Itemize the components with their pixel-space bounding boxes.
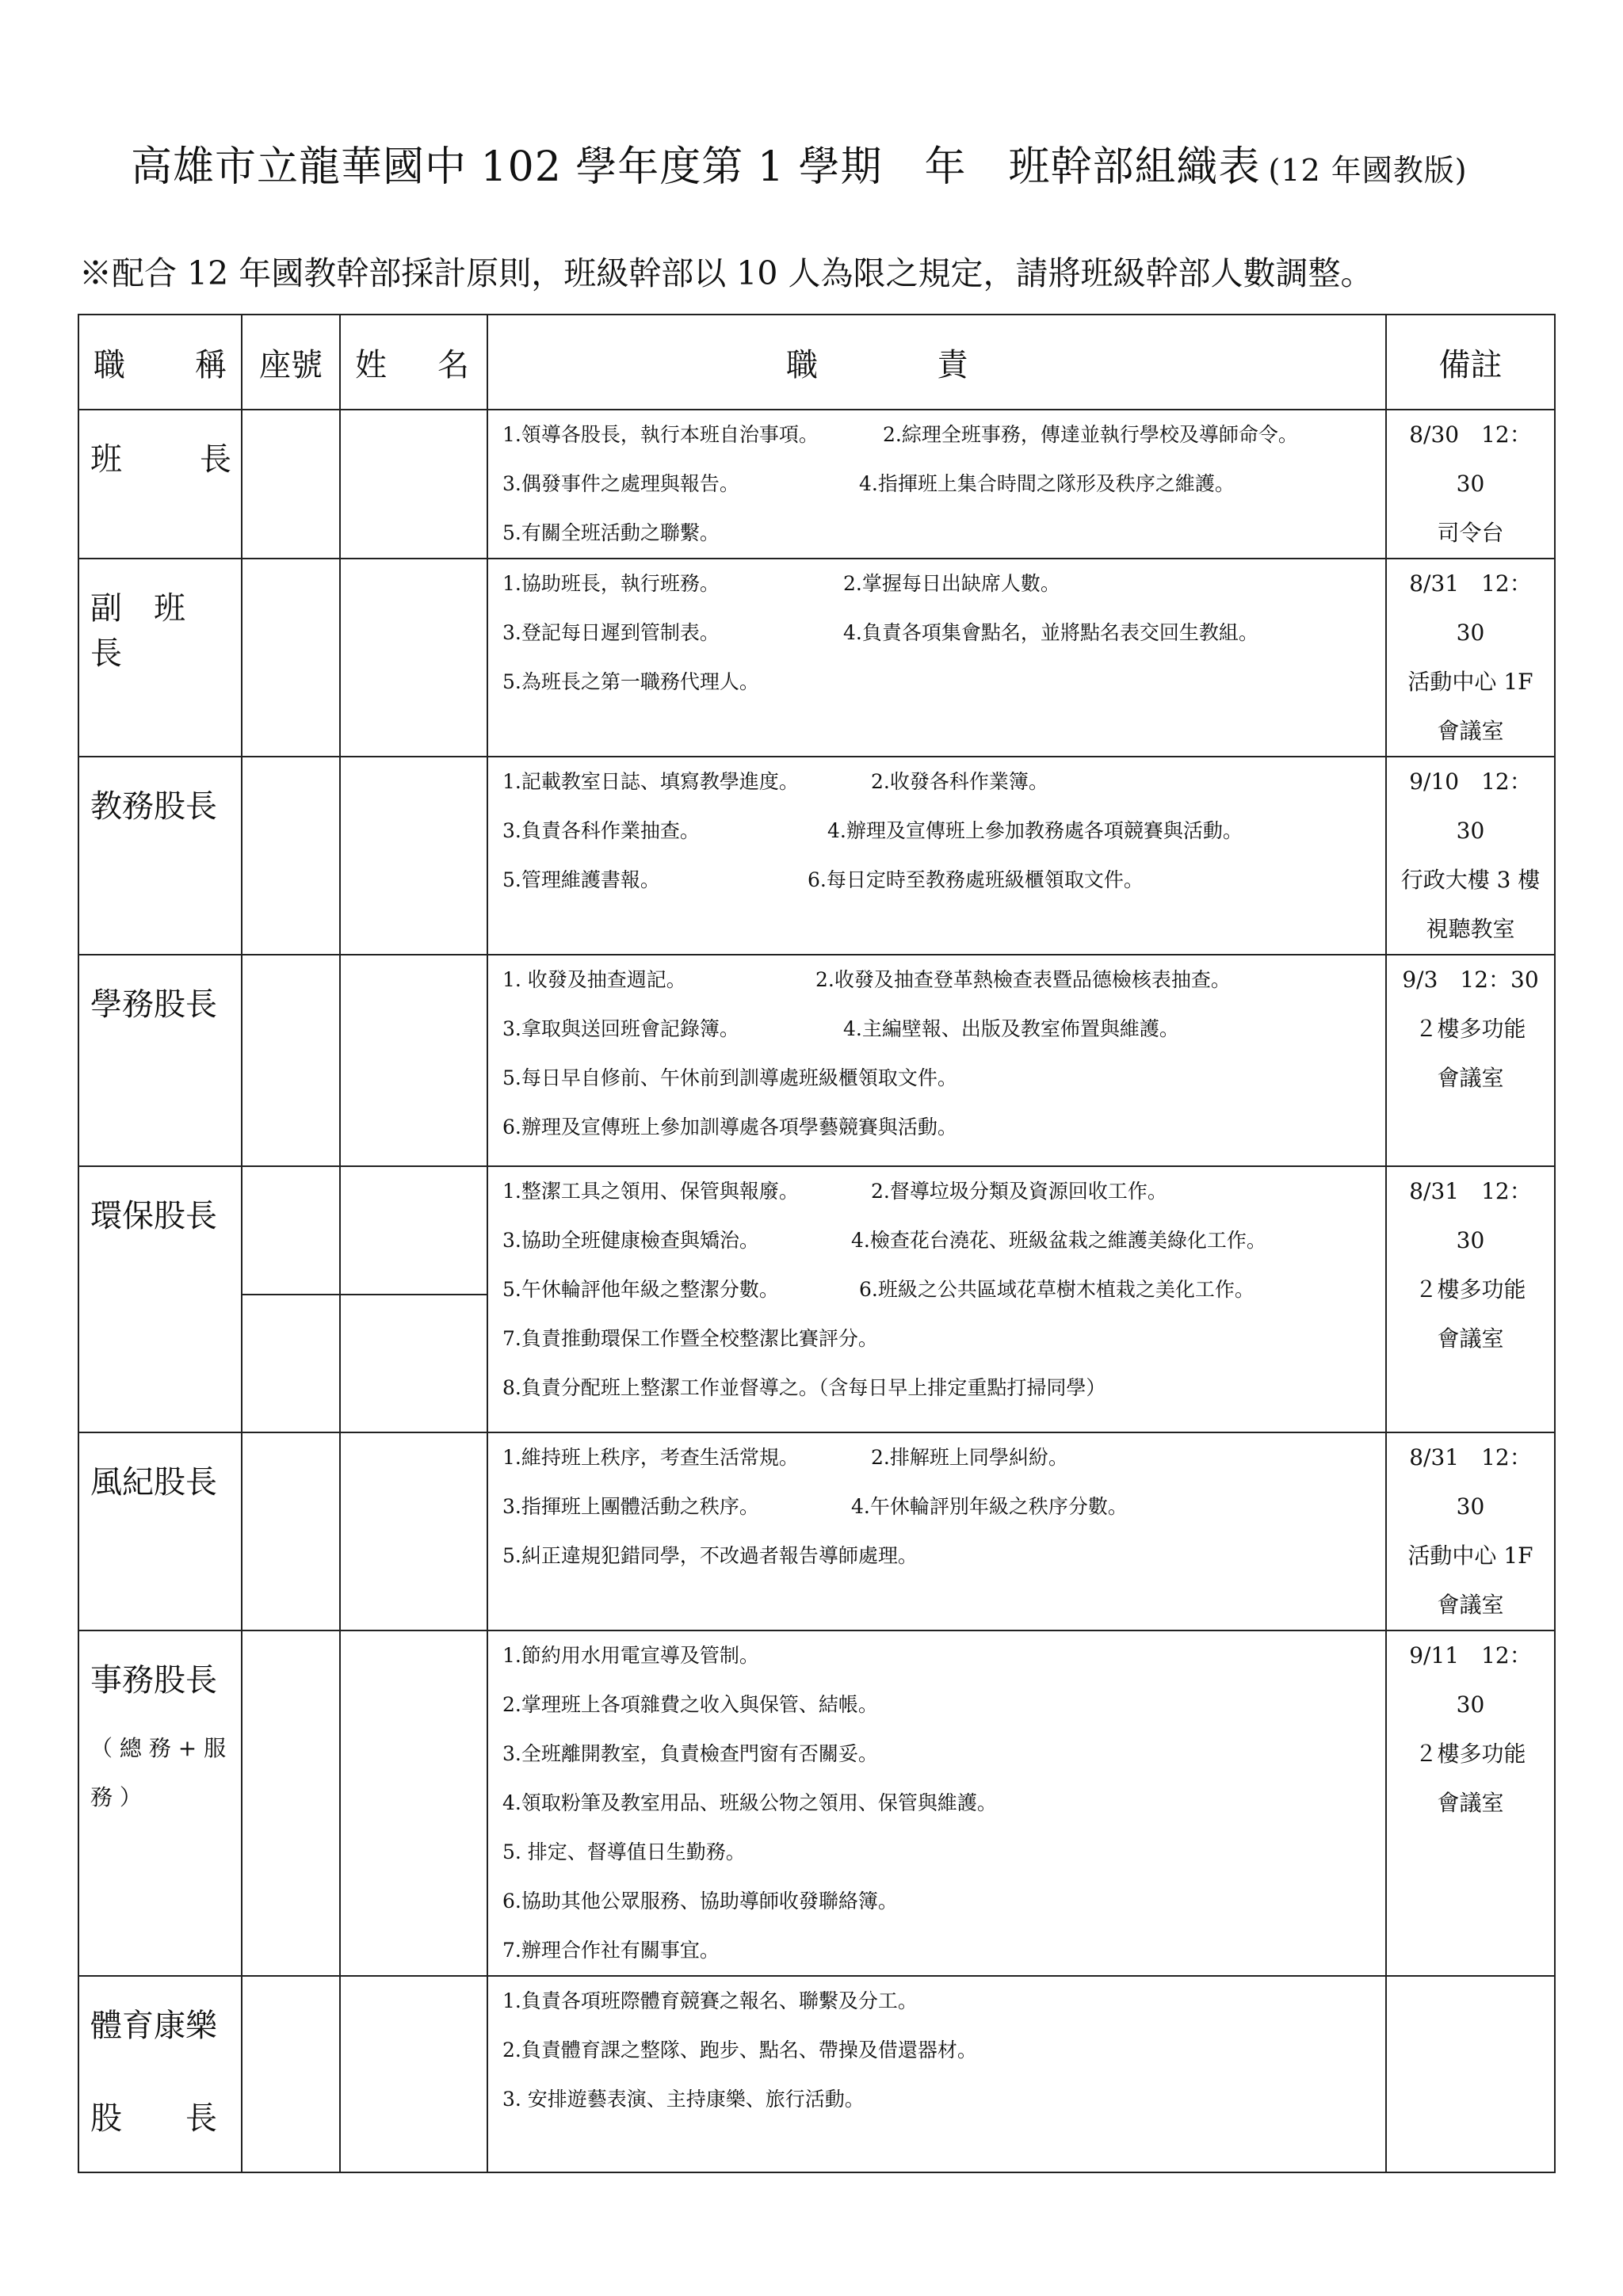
seat-cell[interactable] xyxy=(242,1976,340,2172)
table-row-environment-leader xyxy=(78,1166,1555,1432)
remarks-cell: 9/11 12： 30 ２樓多功能 會議室 xyxy=(1386,1630,1555,1976)
table-row-discipline-leader xyxy=(78,1432,1555,1630)
notice-text: ※配合 12 年國教幹部採計原則，班級幹部以 10 人為限之規定，請將班級幹部人數調整。 xyxy=(79,254,1373,292)
job-title-cell: 環保股長 xyxy=(78,1166,242,1432)
col-header-name: 姓 名 xyxy=(340,315,487,410)
col-header-seat: 座號 xyxy=(242,315,340,410)
seat-cell[interactable] xyxy=(242,1166,340,1432)
table-row-academic-leader xyxy=(78,757,1555,955)
job-title-cell: 學務股長 xyxy=(78,955,242,1166)
duties-cell: 1.維持班上秩序，考查生活常規。 2.排解班上同學糾紛。 3.指揮班上團體活動之秩序。 4.午休輪評別年級之秩序分數。 5.糾正違規犯錯同學，不改過者報告導師處理。 xyxy=(487,1432,1386,1630)
remarks-cell xyxy=(1386,1976,1555,2172)
job-title-cell: 風紀股長 xyxy=(78,1432,242,1630)
duties-cell: 1.記載教室日誌、填寫教學進度。 2.收發各科作業簿。 3.負責各科作業抽查。 4.辦理及宣傳班上參加教務處各項競賽與活動。 5.管理維護書報。 6.每日定時至教務處班級櫃領取文件。 xyxy=(487,757,1386,955)
job-title-cell: 教務股長 xyxy=(78,757,242,955)
remarks-cell: 8/31 12： 30 活動中心 1F 會議室 xyxy=(1386,1432,1555,1630)
table-row-class-leader xyxy=(78,410,1555,559)
duties-cell: 1. 收發及抽查週記。 2.收發及抽查登革熱檢查表暨品德檢核表抽查。 3.拿取與送回班會記錄簿。 4.主編壁報、出版及教室佈置與維護。 5.每日早自修前、午休前到訓導處班級櫃領取文件。 6.辦理及宣傳班上參加訓導處各項學藝競賽與活動。 xyxy=(487,955,1386,1166)
remarks-cell: 8/31 12： 30 ２樓多功能 會議室 xyxy=(1386,1166,1555,1432)
remarks-cell: 9/10 12： 30 行政大樓 3 樓 視聽教室 xyxy=(1386,757,1555,955)
remarks-cell: 8/31 12： 30 活動中心 1F 會議室 xyxy=(1386,559,1555,757)
seat-cell[interactable] xyxy=(242,410,340,559)
name-cell[interactable] xyxy=(340,1630,487,1976)
duties-cell: 1.協助班長，執行班務。 2.掌握每日出缺席人數。 3.登記每日遲到管制表。 4.負責各項集會點名，並將點名表交回生教組。 5.為班長之第一職務代理人。 xyxy=(487,559,1386,757)
table-row-student-affairs-leader xyxy=(78,955,1555,1166)
col-header-duty: 職責 xyxy=(487,315,1386,410)
job-title-cell: 事務股長 （ 總 務 + 服 務 ） xyxy=(78,1630,242,1976)
job-title-cell: 體育康樂 股 長 xyxy=(78,1976,242,2172)
seat-cell[interactable] xyxy=(242,955,340,1166)
organization-table xyxy=(78,314,1556,2173)
table-row-vice-leader xyxy=(78,559,1555,757)
remarks-cell: 8/30 12： 30 司令台 xyxy=(1386,410,1555,559)
page-title xyxy=(131,133,1468,193)
name-cell[interactable] xyxy=(340,1166,487,1432)
title-suffix: (12 年國教版) xyxy=(1268,153,1468,188)
table-row-general-affairs-leader xyxy=(78,1630,1555,1976)
seat-cell[interactable] xyxy=(242,559,340,757)
job-title-cell: 班 長 xyxy=(78,410,242,559)
col-header-job: 職 稱 xyxy=(78,315,242,410)
seat-cell[interactable] xyxy=(242,1630,340,1976)
duties-cell: 1.負責各項班際體育競賽之報名、聯繫及分工。 2.負責體育課之整隊、跑步、點名、帶操及借還器材。 3. 安排遊藝表演、主持康樂、旅行活動。 xyxy=(487,1976,1386,2172)
job-title-cell: 副 班 長 xyxy=(78,559,242,757)
name-cell[interactable] xyxy=(340,1432,487,1630)
duties-cell: 1.領導各股長，執行本班自治事項。 2.綜理全班事務，傳達並執行學校及導師命令。 3.偶發事件之處理與報告。 4.指揮班上集合時間之隊形及秩序之維護。 5.有關全班活動之聯繫。 xyxy=(487,410,1386,559)
name-cell[interactable] xyxy=(340,1976,487,2172)
name-cell[interactable] xyxy=(340,757,487,955)
seat-cell[interactable] xyxy=(242,757,340,955)
name-cell[interactable] xyxy=(340,955,487,1166)
duties-cell: 1.節約用水用電宣導及管制。 2.掌理班上各項雜費之收入與保管、結帳。 3.全班離開教室，負責檢查門窗有否關妥。 4.領取粉筆及教室用品、班級公物之領用、保管與維護。 5. 排定、督導值日生勤務。 6.協助其他公眾服務、協助導師收發聯絡簿。 7.辦理合作社有關事宜。 xyxy=(487,1630,1386,1976)
name-cell[interactable] xyxy=(340,559,487,757)
table-row-sports-leader xyxy=(78,1976,1555,2172)
seat-cell[interactable] xyxy=(242,1432,340,1630)
col-header-remarks: 備註 xyxy=(1386,315,1555,410)
header-row xyxy=(78,315,1555,410)
name-cell[interactable] xyxy=(340,410,487,559)
duties-cell: 1.整潔工具之領用、保管與報廢。 2.督導垃圾分類及資源回收工作。 3.協助全班健康檢查與矯治。 4.檢查花台澆花、班級盆栽之維護美綠化工作。 5.午休輪評他年級之整潔分數。 6.班級之公共區域花草樹木植栽之美化工作。 7.負責推動環保工作暨全校整潔比賽評分。 8.負責分配班上整潔工作並督導之。（含每日早上排定重點打掃同學） xyxy=(487,1166,1386,1432)
job-title-subtitle: （ 總 務 + 服 務 ） xyxy=(90,1735,227,1810)
title-main: 高雄市立龍華國中 102 學年度第 1 學期 年 班幹部組織表 xyxy=(131,143,1261,191)
remarks-cell: 9/3 12：30 ２樓多功能 會議室 xyxy=(1386,955,1555,1166)
